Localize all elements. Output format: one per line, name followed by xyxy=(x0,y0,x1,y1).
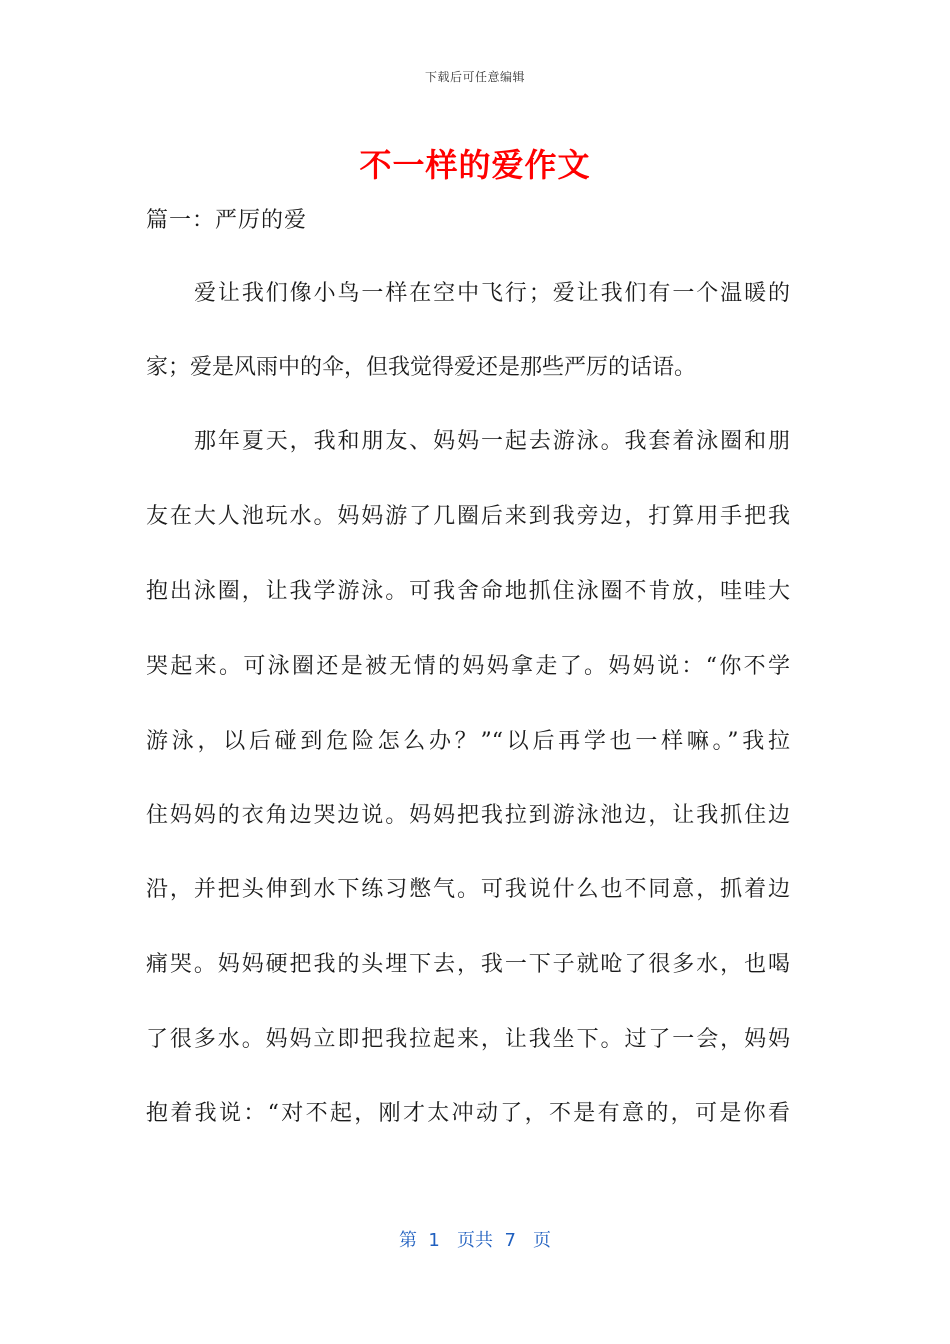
paragraph-line: 游泳，以后碰到危险怎么办？”“以后再学也一样嘛。”我拉 xyxy=(146,729,790,754)
header-note: 下载后可任意编辑 xyxy=(424,70,525,84)
paragraph-line: 爱让我们像小鸟一样在空中飞行；爱让我们有一个温暖的 xyxy=(194,281,790,306)
page-footer: 第 1 页共 7 页 xyxy=(398,1230,552,1251)
document-title: 不一样的爱作文 xyxy=(359,146,591,184)
paragraph-line: 抱出泳圈，让我学游泳。可我舍命地抓住泳圈不肯放，哇哇大 xyxy=(146,579,790,604)
section-heading: 篇一：严厉的爱 xyxy=(146,208,308,233)
paragraph-line: 抱着我说：“对不起，刚才太冲动了，不是有意的，可是你看 xyxy=(146,1101,790,1126)
paragraph-line: 沿，并把头伸到水下练习憋气。可我说什么也不同意，抓着边 xyxy=(146,877,790,902)
paragraph-line: 哭起来。可泳圈还是被无情的妈妈拿走了。妈妈说：“你不学 xyxy=(146,654,790,679)
paragraph-line: 了很多水。妈妈立即把我拉起来，让我坐下。过了一会，妈妈 xyxy=(146,1027,790,1052)
paragraph-line: 住妈妈的衣角边哭边说。妈妈把我拉到游泳池边，让我抓住边 xyxy=(146,803,790,828)
paragraph-line: 友在大人池玩水。妈妈游了几圈后来到我旁边，打算用手把我 xyxy=(146,504,790,529)
paragraph-line: 痛哭。妈妈硬把我的头埋下去，我一下子就呛了很多水，也喝 xyxy=(146,952,790,977)
paragraph-line: 家；爱是风雨中的伞，但我觉得爱还是那些严厉的话语。 xyxy=(146,355,697,380)
paragraph-line: 那年夏天，我和朋友、妈妈一起去游泳。我套着泳圈和朋 xyxy=(194,429,790,454)
